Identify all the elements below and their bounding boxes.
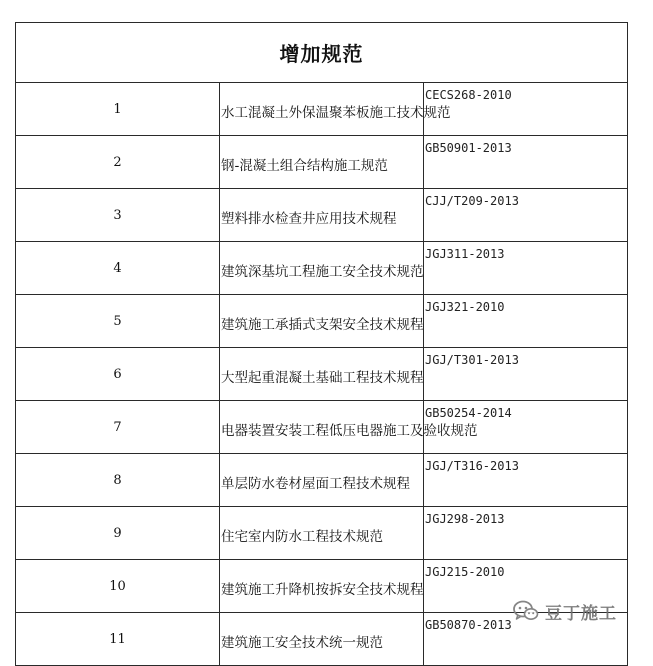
table-row xyxy=(16,507,628,560)
standard-name: 钢-混凝土组合结构施工规范 xyxy=(220,136,424,189)
standard-name: 塑料排水检查井应用技术规程 xyxy=(220,189,424,242)
wechat-icon xyxy=(513,600,539,622)
standard-code: JGJ311-2013 xyxy=(424,242,628,295)
table-row xyxy=(16,242,628,295)
table-row xyxy=(16,189,628,242)
standard-code: JGJ/T301-2013 xyxy=(424,348,628,401)
table-row xyxy=(16,136,628,189)
watermark-text: 豆丁施工 xyxy=(545,603,617,624)
standard-name: 单层防水卷材屋面工程技术规程 xyxy=(220,454,424,507)
row-number: 5 xyxy=(16,295,220,348)
standard-code: GB50254-2014 xyxy=(424,401,628,454)
row-number: 6 xyxy=(16,348,220,401)
row-number: 11 xyxy=(16,613,220,666)
row-number: 4 xyxy=(16,242,220,295)
standard-code: JGJ/T316-2013 xyxy=(424,454,628,507)
row-number: 7 xyxy=(16,401,220,454)
table-row xyxy=(16,295,628,348)
standard-code: CECS268-2010 xyxy=(424,83,628,136)
standard-code: JGJ321-2010 xyxy=(424,295,628,348)
table-title: 增加规范 xyxy=(16,23,628,83)
standard-name: 建筑施工升降机按拆安全技术规程 xyxy=(220,560,424,613)
row-number: 8 xyxy=(16,454,220,507)
standard-name: 大型起重混凝土基础工程技术规程 xyxy=(220,348,424,401)
row-number: 2 xyxy=(16,136,220,189)
standard-code: CJJ/T209-2013 xyxy=(424,189,628,242)
standard-name: 建筑深基坑工程施工安全技术规范 xyxy=(220,242,424,295)
standard-code: JGJ298-2013 xyxy=(424,507,628,560)
watermark xyxy=(513,597,639,625)
table-row xyxy=(16,83,628,136)
table-row xyxy=(16,401,628,454)
table-row xyxy=(16,348,628,401)
standard-name: 住宅室内防水工程技术规范 xyxy=(220,507,424,560)
row-number: 3 xyxy=(16,189,220,242)
standard-name: 水工混凝土外保温聚苯板施工技术规范 xyxy=(220,83,424,136)
title-row xyxy=(16,23,628,83)
standards-table-body xyxy=(16,23,628,666)
standard-code: GB50901-2013 xyxy=(424,136,628,189)
table-row xyxy=(16,454,628,507)
row-number: 10 xyxy=(16,560,220,613)
row-number: 1 xyxy=(16,83,220,136)
row-number: 9 xyxy=(16,507,220,560)
standard-name: 建筑施工承插式支架安全技术规程 xyxy=(220,295,424,348)
standard-code: GB50870-2013 xyxy=(424,613,628,666)
standards-table xyxy=(15,22,628,666)
standard-name: 电器装置安装工程低压电器施工及验收规范 xyxy=(220,401,424,454)
standard-name: 建筑施工安全技术统一规范 xyxy=(220,613,424,666)
standard-code: JGJ215-2010 xyxy=(424,560,628,613)
